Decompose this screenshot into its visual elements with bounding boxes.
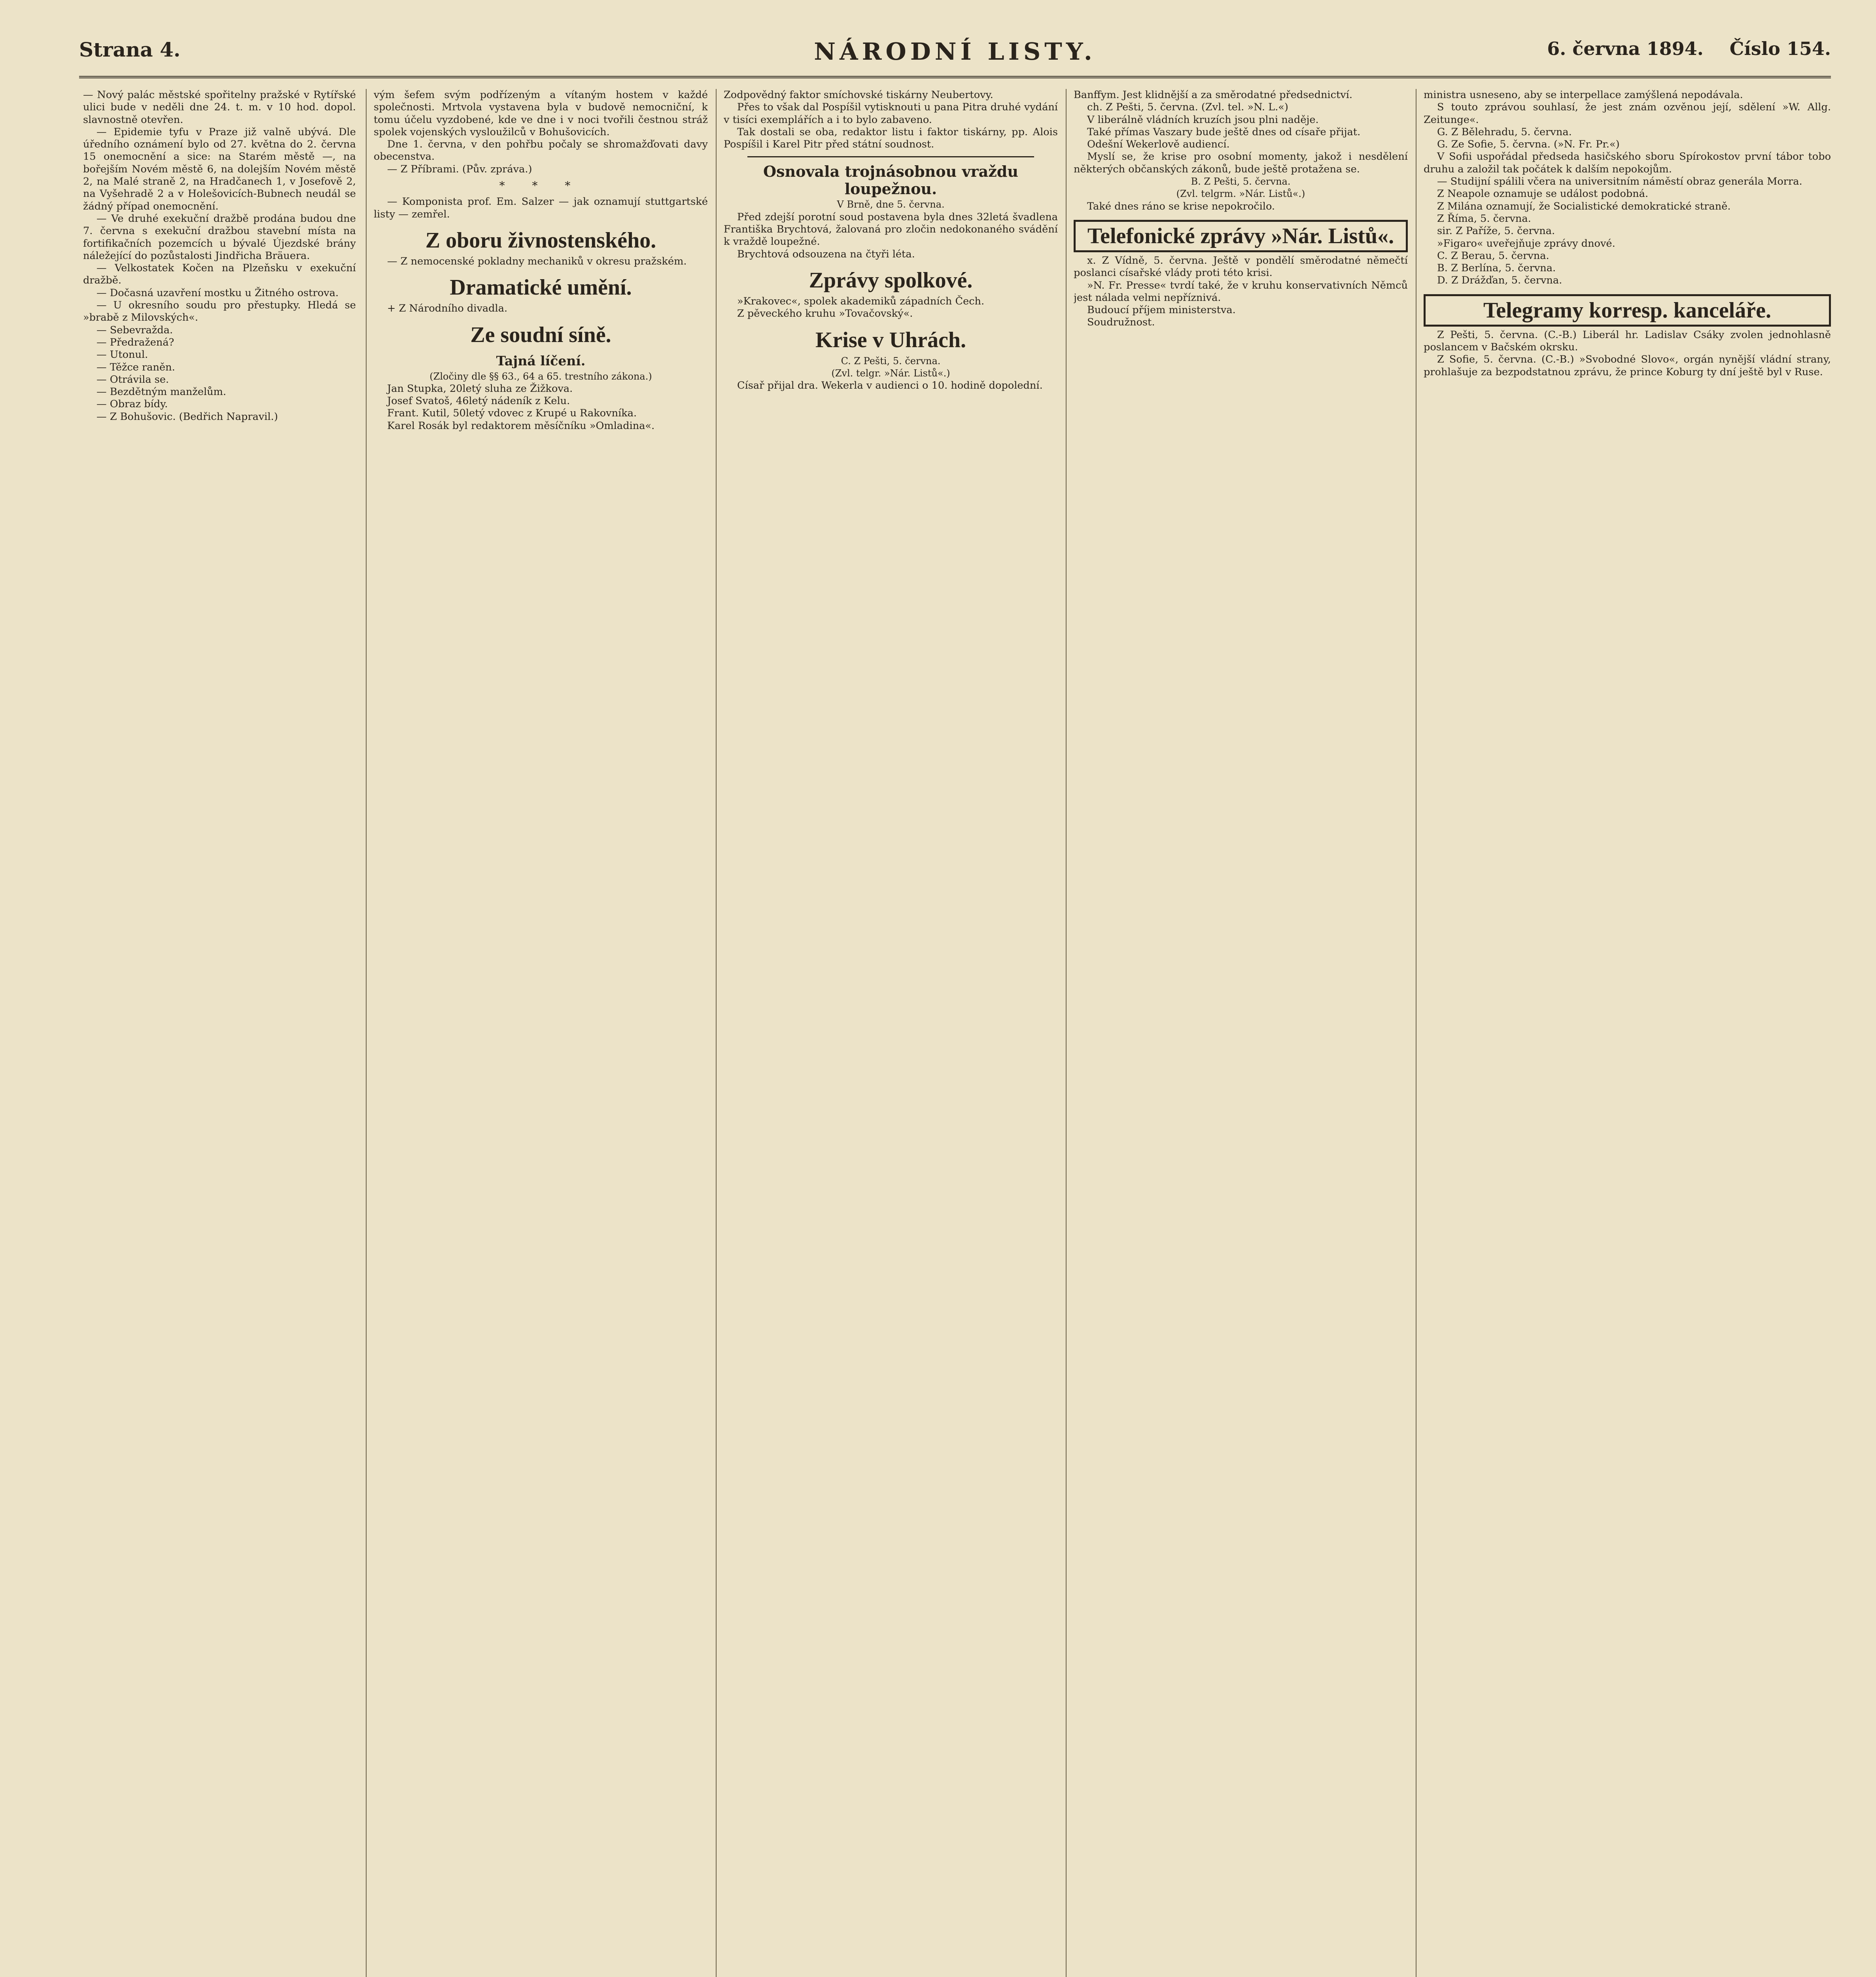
section-title: Telefonické zprávy »Nár. Listů«. <box>1074 220 1408 252</box>
article-paragraph: ch. Z Pešti, 5. června. (Zvl. tel. »N. L.«) <box>1087 101 1288 113</box>
separator-stars: * * * <box>499 179 582 193</box>
article-paragraph: — Z nemocenské pokladny mechaniků v okresu pražském. <box>387 255 687 267</box>
section-title: Telegramy korresp. kanceláře. <box>1424 294 1831 327</box>
issue-info <box>1527 38 1831 59</box>
article-paragraph: Dne 1. června, v den pohřbu počaly se shromažďovati davy obecenstva. <box>374 138 708 163</box>
article-title: Osnovala trojnásobnou vraždu loupežnou. <box>763 163 1019 198</box>
newspaper-title: NÁRODNÍ LISTY. <box>814 38 1096 66</box>
article-paragraph: C. Z Berau, 5. června. <box>1437 249 1549 262</box>
article-paragraph: — Velkostatek Kočen na Plzeňsku v exekuční dražbě. <box>83 262 356 287</box>
article-paragraph: Budoucí příjem ministerstva. <box>1087 304 1236 316</box>
article-paragraph: Z Pešti, 5. června. (C.-B.) Liberál hr. Ladislav Csáky zvolen jednohlasně poslancem v Bačském okrsku. <box>1424 329 1831 353</box>
article-paragraph: Před zdejší porotní soud postavena byla dnes 32letá švadlena Františka Brychtová, žalovaná pro zločin nedokonaného svádění k vraždě loupežné. <box>724 211 1058 248</box>
subsection-title: Tajná líčení. <box>496 353 586 369</box>
article-paragraph: — Komponista prof. Em. Salzer — jak oznamují stuttgartské listy — zemřel. <box>374 196 708 220</box>
article-paragraph: — Epidemie tyfu v Praze již valně ubývá. Dle úředního oznámení bylo od 27. května do 2. června 15 onemocnění a sice: na Starém městě —, na bořejším Novém městě 6, na dolejším Novém městě 2, na Malé straně 2, na Hradčanech 1, v Josefově 2, na Vyšehradě 2 a v Holešovicích-Bubnech neudál se žádný případ onemocnění. <box>83 126 356 212</box>
article-paragraph: Myslí se, že krise pro osobní momenty, jakož i nesdělení některých občanských zákonů, bude ještě protažena se. <box>1074 151 1408 175</box>
article-paragraph: Také přímas Vaszary bude ještě dnes od císaře přijat. <box>1087 126 1361 138</box>
article-note: (Zvl. telgr. »Nár. Listů«.) <box>831 367 950 379</box>
section-title: Krise v Uhrách. <box>815 327 966 352</box>
article-paragraph: Také dnes ráno se krise nepokročilo. <box>1087 200 1275 212</box>
article-paragraph: — Sebevražda. <box>96 324 173 336</box>
section-title: Z oboru živnostenského. <box>425 228 656 253</box>
article-paragraph: G. Ze Sofie, 5. června. (»N. Fr. Pr.«) <box>1437 138 1620 151</box>
article-paragraph: — Studijní spálili včera na universitním náměstí obraz generála Morra. <box>1437 176 1802 188</box>
article-paragraph: Zodpovědný faktor smíchovské tiskárny Neubertovy. <box>724 89 993 101</box>
article-paragraph: — U okresního soudu pro přestupky. Hledá se »brabě z Milovských«. <box>83 299 356 324</box>
article-paragraph: — Dočasná uzavření mostku u Žitného ostrova. <box>96 287 339 299</box>
article-paragraph: — Otrávila se. <box>96 373 169 386</box>
article-paragraph: — Obraz bídy. <box>96 398 168 410</box>
article-paragraph: — Bezdětným manželům. <box>96 386 227 398</box>
article-paragraph: vým šefem svým podřízeným a vítaným hostem v každé společnosti. Mrtvola vystavena byla v budově nemocniční, k tomu účelu vyzdobené, kde ve dne i v noci tvořili čestnou stráž spolek vojenských vysloužilců v Bohušovicích. <box>374 89 708 138</box>
article-paragraph: G. Z Bělehradu, 5. června. <box>1437 126 1572 138</box>
article-paragraph: — Nový palác městské spořitelny pražské v Rytířské ulici bude v neděli dne 24. t. m. v 10 hod. dopol. slavnostně otevřen. <box>83 89 356 126</box>
issue-date: 6. června 1894. <box>1547 38 1704 59</box>
article-paragraph: S touto zprávou souhlasí, že jest znám ozvěnou její, sdělení »W. Allg. Zeitunge«. <box>1424 101 1831 126</box>
article-paragraph: + Z Národního divadla. <box>387 302 508 315</box>
article-paragraph: Frant. Kutil, 50letý vdovec z Krupé u Rakovníka. <box>387 407 637 420</box>
article-paragraph: Odešní Wekerlově audiencí. <box>1087 138 1230 151</box>
column-2 <box>374 89 708 1977</box>
page-label: Strana 4. <box>79 38 181 61</box>
column-divider <box>1066 89 1067 1977</box>
article-paragraph: Přes to však dal Pospíšil vytisknouti u pana Pitra druhé vydání v tisíci exemplářích a i to bylo zabaveno. <box>724 101 1058 126</box>
article-paragraph: Z pěveckého kruhu »Tovačovský«. <box>737 308 913 320</box>
section-title: Zprávy spolkové. <box>809 268 973 293</box>
article-paragraph: — Utonul. <box>96 349 148 361</box>
article-paragraph: — Předražená? <box>96 336 174 348</box>
article-paragraph: Z Milána oznamují, že Socialistické demokratické straně. <box>1437 200 1731 212</box>
column-5 <box>1424 89 1831 1977</box>
article-paragraph: Banffym. Jest klidnější a za směrodatné předsednictví. <box>1074 89 1353 101</box>
article-dateline: V Brně, dne 5. června. <box>837 199 945 210</box>
issue-number: Číslo 154. <box>1729 38 1831 59</box>
column-4 <box>1074 89 1408 1977</box>
article-dateline: C. Z Pešti, 5. června. <box>841 355 941 367</box>
article-paragraph: Brychtová odsouzena na čtyři léta. <box>737 248 915 260</box>
column-3 <box>724 89 1058 1977</box>
column-1 <box>83 89 356 1977</box>
article-paragraph: »N. Fr. Presse« tvrdí také, že v kruhu konservativních Němců jest nálada velmi nepříznivá. <box>1074 279 1408 304</box>
article-paragraph: ministra usneseno, aby se interpellace zamýšlená nepodávala. <box>1424 89 1743 101</box>
article-paragraph: Císař přijal dra. Wekerla v audienci o 10. hodině dopolední. <box>737 380 1043 392</box>
article-paragraph: Z Sofie, 5. června. (C.-B.) »Svobodné Slovo«, orgán nynější vládní strany, prohlašuje za bezpodstatnou zprávu, že prince Koburg ty dní ještě byl v Ruse. <box>1424 353 1831 378</box>
section-title: Dramatické umění. <box>450 275 632 300</box>
article-paragraph: V Sofii uspořádal předseda hasičského sboru Spírokostov první tábor tobo druhu a založil tak počátek k dalším nepokojům. <box>1424 151 1831 175</box>
article-paragraph: B. Z Berlína, 5. června. <box>1437 262 1556 274</box>
article-paragraph: Jan Stupka, 20letý sluha ze Žižkova. <box>387 382 573 395</box>
article-paragraph: sir. Z Paříže, 5. června. <box>1437 225 1555 237</box>
column-divider <box>716 89 717 1977</box>
article-paragraph: Josef Svatoš, 46letý nádeník z Kelu. <box>387 395 570 407</box>
separator-rule <box>747 156 1034 157</box>
article-paragraph: x. Z Vídně, 5. června. Ještě v pondělí směrodatné němečtí poslanci císařské vlády proti této krisi. <box>1074 254 1408 279</box>
section-title: Ze soudní síně. <box>470 322 611 347</box>
masthead <box>79 38 1831 78</box>
article-paragraph: V liberálně vládních kruzích jsou plni naděje. <box>1087 113 1319 126</box>
article-paragraph: Z Neapole oznamuje se událost podobná. <box>1437 188 1649 200</box>
article-paragraph: — Z Bohušovic. (Bedřich Napravil.) <box>96 410 278 423</box>
article-paragraph: — Ve druhé exekuční dražbě prodána budou dne 7. června s exekuční dražbou stavební místa na fortifikačních pozemcích u bývalé Újezdské brány náležející do pozůstalosti Jindřicha Bräuera. <box>83 212 356 262</box>
article-note: (Zločiny dle §§ 63., 64 a 65. trestního zákona.) <box>429 370 652 382</box>
article-paragraph: Tak dostali se oba, redaktor listu i faktor tiskárny, pp. Alois Pospíšil i Karel Pitr před státní soudnost. <box>724 126 1058 151</box>
article-paragraph: — Z Příbrami. (Pův. zpráva.) <box>387 163 532 175</box>
article-dateline: B. Z Pešti, 5. června. <box>1191 176 1291 187</box>
article-paragraph: Karel Rosák byl redaktorem měsíčníku »Omladina«. <box>387 420 655 432</box>
article-note: (Zvl. telgrm. »Nár. Listů«.) <box>1176 188 1305 200</box>
column-divider <box>366 89 367 1977</box>
article-paragraph: — Těžce raněn. <box>96 361 175 373</box>
article-paragraph: D. Z Drážďan, 5. června. <box>1437 274 1562 287</box>
article-paragraph: Z Říma, 5. června. <box>1437 212 1531 225</box>
article-paragraph: Soudružnost. <box>1087 316 1155 329</box>
article-paragraph: »Figaro« uveřejňuje zprávy dnové. <box>1437 237 1615 249</box>
article-paragraph: »Krakovec«, spolek akademiků západních Čech. <box>737 295 985 307</box>
